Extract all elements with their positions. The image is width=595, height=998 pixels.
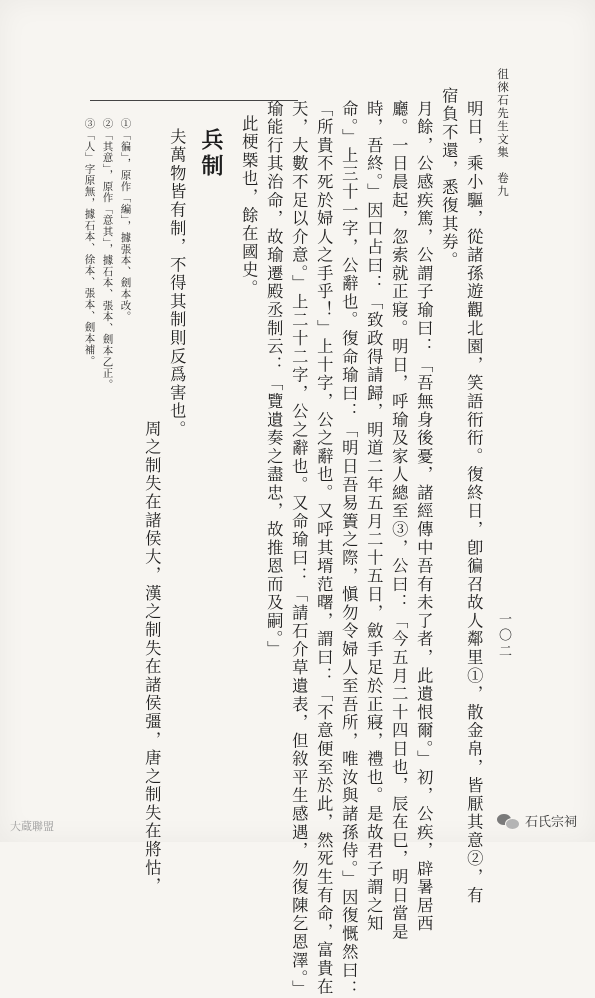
body-column-5: 時，吾終。」因口占曰：「致政得請歸，明道二年五月二十五日，斂手足於正寢，禮也。是故君子謂之知 (364, 100, 384, 934)
body-column-3: 月餘，公感疾篤，公謂子瑜曰：「吾無身後憂，諸經傳中吾有未了者，此遺恨爾。」初，公疾，辟暑居西 (414, 100, 434, 934)
section-title: 兵制 (198, 128, 224, 180)
body-column-9: 瑜能行其治命，故瑜遷殿丞制云：「覽遺奏之盡忠，故推恩而及嗣。」 (264, 100, 284, 659)
footnote-2: ②「其意」，原作「意其」，據石本、張本、劍本乙正。 (101, 118, 114, 390)
body-column-8: 天，大數不足以介意。」上二十二字，公之辭也。又命瑜曰：「請石介草遺表，但敘平生感遇，勿復陳乞恩澤。」 (289, 100, 309, 998)
page-number: 一〇二 (496, 612, 511, 660)
footnote-1: ①「徧」，原作「編」，據張本、劍本改。 (119, 118, 132, 323)
footnote-3: ③「人」字原無，據石本、徐本、張本、劍本補。 (83, 118, 96, 367)
body-column-4: 廳。一日晨起，忽索就正寢。明日，呼瑜及家人總至③，公曰：「今五月二十四日也，辰在巳，明日當是 (389, 100, 409, 942)
body-column-2: 宿負不還，悉復其券。 (439, 87, 459, 270)
running-title: 徂徠石先生文集 卷九 (496, 68, 510, 198)
section-column-1: 夫萬物皆有制，不得其制則反爲害也。 (167, 128, 187, 439)
body-column-10: 此梗槩也，餘在國史。 (239, 115, 259, 298)
body-column-6: 命。」上三十一字，公辭也。復命瑜曰：「明日吾易簀之際，愼勿令婦人至吾所，唯汝與諸孫侍。」因復慨然曰： (339, 100, 359, 998)
body-column-7: 「所貴不死於婦人之手乎！」上十字，公之辭也。又呼其壻范曙，謂曰：「不意便至於此，然死生有命，富貴在 (314, 100, 334, 997)
watermark-text: 大蔵聯盟 (10, 820, 54, 833)
account-name: 石氏宗祠 (524, 815, 577, 830)
footnote-rule (90, 100, 298, 101)
body-column-1: 明日，乘小驅，從諸孫遊觀北園，笑語衎衎。復終日，卽徧召故人鄰里①，散金帛，皆厭其意②，有 (464, 100, 484, 905)
section-column-2: 周之制失在諸侯大，漢之制失在諸侯彊，唐之制失在將怙， (142, 420, 162, 896)
account-badge[interactable] (497, 811, 577, 830)
wechat-icon (497, 812, 519, 830)
watermark (10, 818, 54, 834)
